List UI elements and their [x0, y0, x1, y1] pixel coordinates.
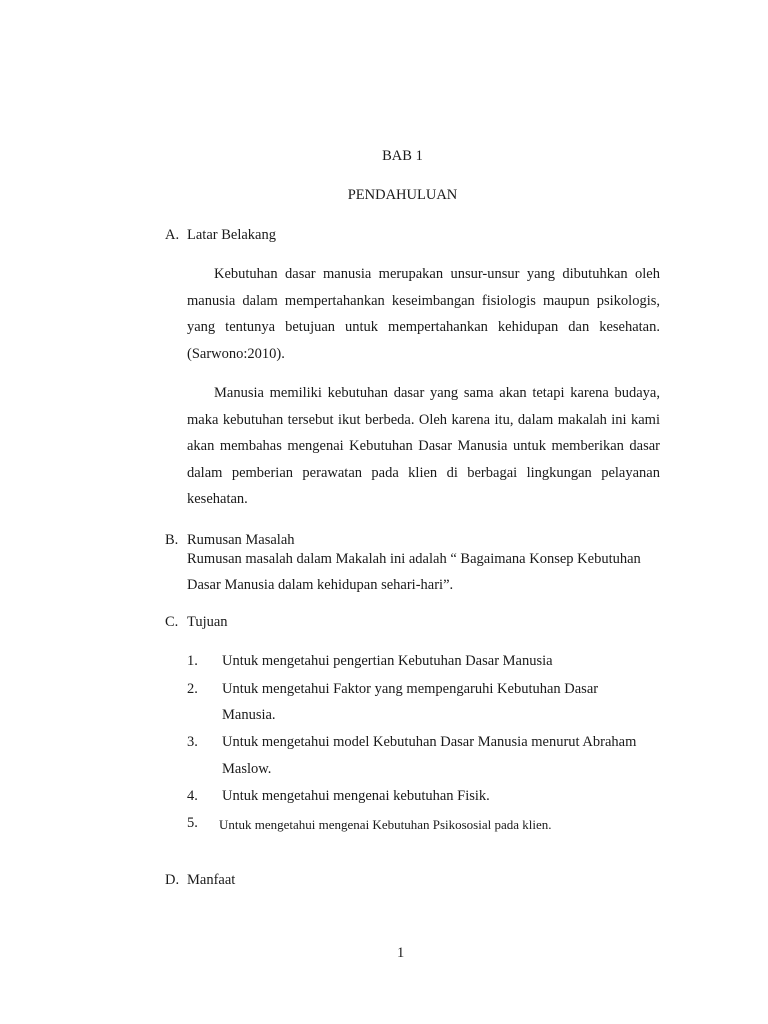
- list-item-number: 1.: [187, 653, 198, 669]
- section-c-title: Tujuan: [187, 614, 228, 630]
- list-item-text-continued: Maslow.: [222, 761, 272, 777]
- section-b-marker: B.: [165, 532, 179, 548]
- list-item-number: 5.: [187, 815, 198, 831]
- chapter-heading: BAB 1: [382, 148, 423, 164]
- list-item-text-continued: Manusia.: [222, 707, 276, 723]
- section-b-text-line-1: Rumusan masalah dalam Makalah ini adalah “ Bagaimana Konsep Kebutuhan: [187, 551, 641, 567]
- section-b-title: Rumusan Masalah: [187, 532, 295, 548]
- section-c-marker: C.: [165, 614, 179, 630]
- list-item-text: Untuk mengetahui mengenai kebutuhan Fisik.: [222, 788, 490, 804]
- list-item-text: Untuk mengetahui pengertian Kebutuhan Dasar Manusia: [222, 653, 553, 669]
- list-item-text: Untuk mengetahui Faktor yang mempengaruhi Kebutuhan Dasar: [222, 681, 599, 697]
- list-item-number: 3.: [187, 734, 198, 750]
- list-item-number: 2.: [187, 681, 198, 697]
- list-item-text: Untuk mengetahui model Kebutuhan Dasar Manusia menurut Abraham: [222, 734, 637, 750]
- section-a-paragraph-2: [187, 380, 660, 513]
- list-item-number: 4.: [187, 788, 198, 804]
- section-a-title: Latar Belakang: [187, 227, 276, 243]
- section-a-paragraph-1: [187, 261, 660, 367]
- list-item-text: Untuk mengetahui mengenai Kebutuhan Psikososial pada klien.: [219, 817, 552, 832]
- section-b-text-line-2: Dasar Manusia dalam kehidupan sehari-hari”.: [187, 577, 454, 593]
- page-number: 1: [397, 945, 405, 961]
- section-d-title: Manfaat: [187, 872, 236, 888]
- section-d-marker: D.: [165, 872, 180, 888]
- paragraph-2-text: Manusia memiliki kebutuhan dasar yang sama akan tetapi karena budaya, maka kebutuhan tersebut ikut berbeda. Oleh karena itu, dalam makalah ini kami akan membahas mengenai Kebutuhan Dasar Manusia untuk memberikan dasar dalam pemberian perawatan pada klien di berbagai lingkungan pelayanan kesehatan.: [187, 385, 660, 507]
- chapter-title: PENDAHULUAN: [347, 187, 458, 203]
- section-a-marker: A.: [165, 227, 180, 243]
- paragraph-1-text: Kebutuhan dasar manusia merupakan unsur-unsur yang dibutuhkan oleh manusia dalam mempertahankan keseimbangan fisiologis maupun psikologis, yang tentunya betujuan untuk mempertahankan kehidupan dan kesehatan. (Sarwono:2010).: [187, 266, 660, 362]
